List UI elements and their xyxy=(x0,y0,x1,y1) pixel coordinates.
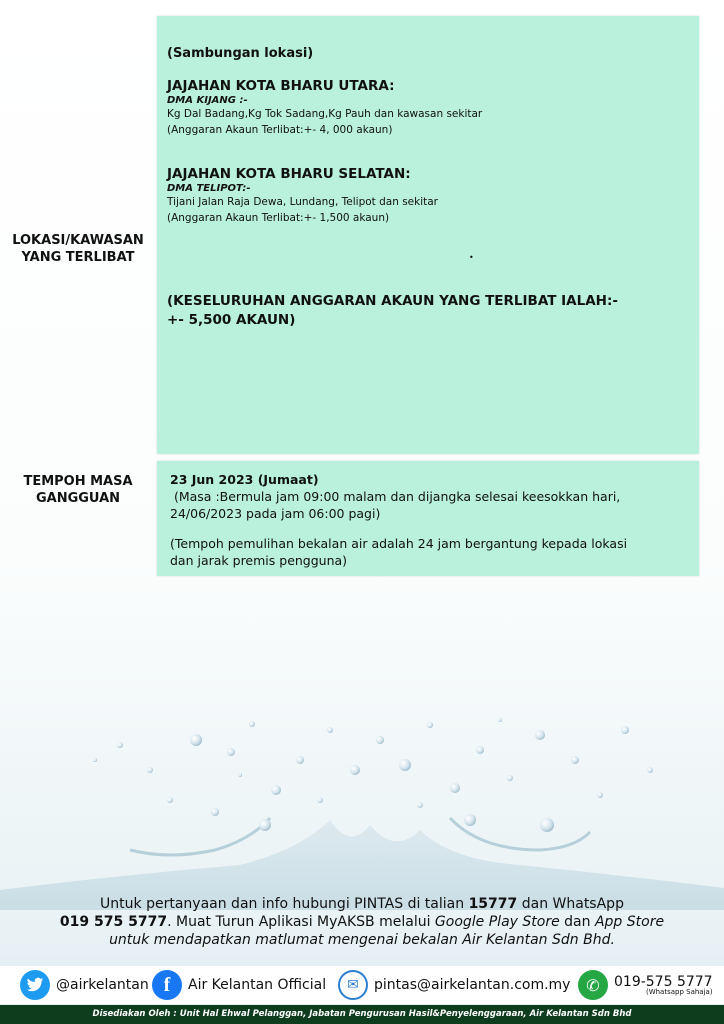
email-contact[interactable] xyxy=(338,970,570,1000)
label-lokasi-line1: LOKASI/KAWASAN xyxy=(12,233,144,248)
contact-line1-end: dan WhatsApp xyxy=(517,896,624,912)
label-tempoh-line2: GANGGUAN xyxy=(35,491,121,506)
tempoh-pemulihan-line1: (Tempoh pemulihan bekalan air adalah 24 jam bergantung kepada lokasi xyxy=(170,536,628,551)
sambungan-text: (Sambungan lokasi) xyxy=(167,46,314,61)
twitter-handle: @airkelantan xyxy=(56,977,149,993)
pintas-number: 15777 xyxy=(468,896,518,912)
whatsapp-icon: ✆ xyxy=(578,970,608,1000)
utara-heading: JAJAHAN KOTA BHARU UTARA: xyxy=(167,78,395,94)
facebook-icon: f xyxy=(152,970,182,1000)
tempoh-pemulihan-line2: dan jarak premis pengguna) xyxy=(170,553,348,568)
whatsapp-phone: 019-575 5777 xyxy=(614,974,713,990)
stray-dot: • xyxy=(469,253,474,262)
email-address: pintas@airkelantan.com.my xyxy=(374,977,571,993)
utara-accounts: (Anggaran Akaun Terlibat:+- 4, 000 akaun) xyxy=(167,124,393,136)
label-lokasi-line2: YANG TERLIBAT xyxy=(21,250,135,265)
tempoh-date: 23 Jun 2023 (Jumaat) xyxy=(170,472,319,487)
total-line1: (KESELURUHAN ANGGARAN AKAUN YANG TERLIBAT IALAH:- xyxy=(167,293,618,309)
tempoh-masa-line2: 24/06/2023 pada jam 06:00 pagi) xyxy=(170,506,381,521)
lokasi-panel xyxy=(157,16,699,454)
google-play-store: Google Play Store xyxy=(434,914,560,930)
contact-line2-dan: dan xyxy=(559,914,595,930)
twitter-icon xyxy=(20,970,50,1000)
contact-info xyxy=(0,895,724,949)
facebook-contact[interactable] xyxy=(152,970,326,1000)
contact-line3: untuk mendapatkan matlumat mengenai bekalan Air Kelantan Sdn Bhd. xyxy=(109,932,615,948)
label-lokasi xyxy=(0,232,156,266)
contact-line1-text: Untuk pertanyaan dan info hubungi PINTAS di talian xyxy=(100,896,469,912)
selatan-dma: DMA TELIPOT:- xyxy=(167,183,251,194)
label-tempoh-line1: TEMPOH MASA xyxy=(23,474,133,489)
social-bar xyxy=(0,966,724,1004)
selatan-accounts: (Anggaran Akaun Terlibat:+- 1,500 akaun) xyxy=(167,212,390,224)
utara-dma: DMA KIJANG :- xyxy=(167,95,248,106)
facebook-name: Air Kelantan Official xyxy=(188,977,327,993)
contact-line2-text: . Muat Turun Aplikasi MyAKSB melalui xyxy=(167,914,435,930)
twitter-contact[interactable] xyxy=(20,970,149,1000)
water-splash-decoration xyxy=(0,700,724,910)
selatan-areas: Tijani Jalan Raja Dewa, Lundang, Telipot dan sekitar xyxy=(167,196,439,208)
whatsapp-contact[interactable] xyxy=(578,970,713,1000)
total-line2: +- 5,500 AKAUN) xyxy=(167,312,296,328)
footer-credit: Disediakan Oleh : Unit Hal Ehwal Pelanggan, Jabatan Pengurusan Hasil&Penyelenggaraan, Air Kelantan Sdn Bhd xyxy=(0,1005,724,1024)
selatan-heading: JAJAHAN KOTA BHARU SELATAN: xyxy=(167,166,411,182)
tempoh-panel xyxy=(157,461,699,576)
label-tempoh xyxy=(0,473,156,507)
whatsapp-note: (Whatsapp Sahaja) xyxy=(645,988,713,996)
tempoh-masa-line1: (Masa :Bermula jam 09:00 malam dan dijangka selesai keesokkan hari, xyxy=(170,489,621,504)
whatsapp-number: 019 575 5777 xyxy=(59,914,168,930)
mail-icon: ✉ xyxy=(338,970,368,1000)
app-store: App Store xyxy=(594,914,665,930)
utara-areas: Kg Dal Badang,Kg Tok Sadang,Kg Pauh dan kawasan sekitar xyxy=(167,108,483,120)
